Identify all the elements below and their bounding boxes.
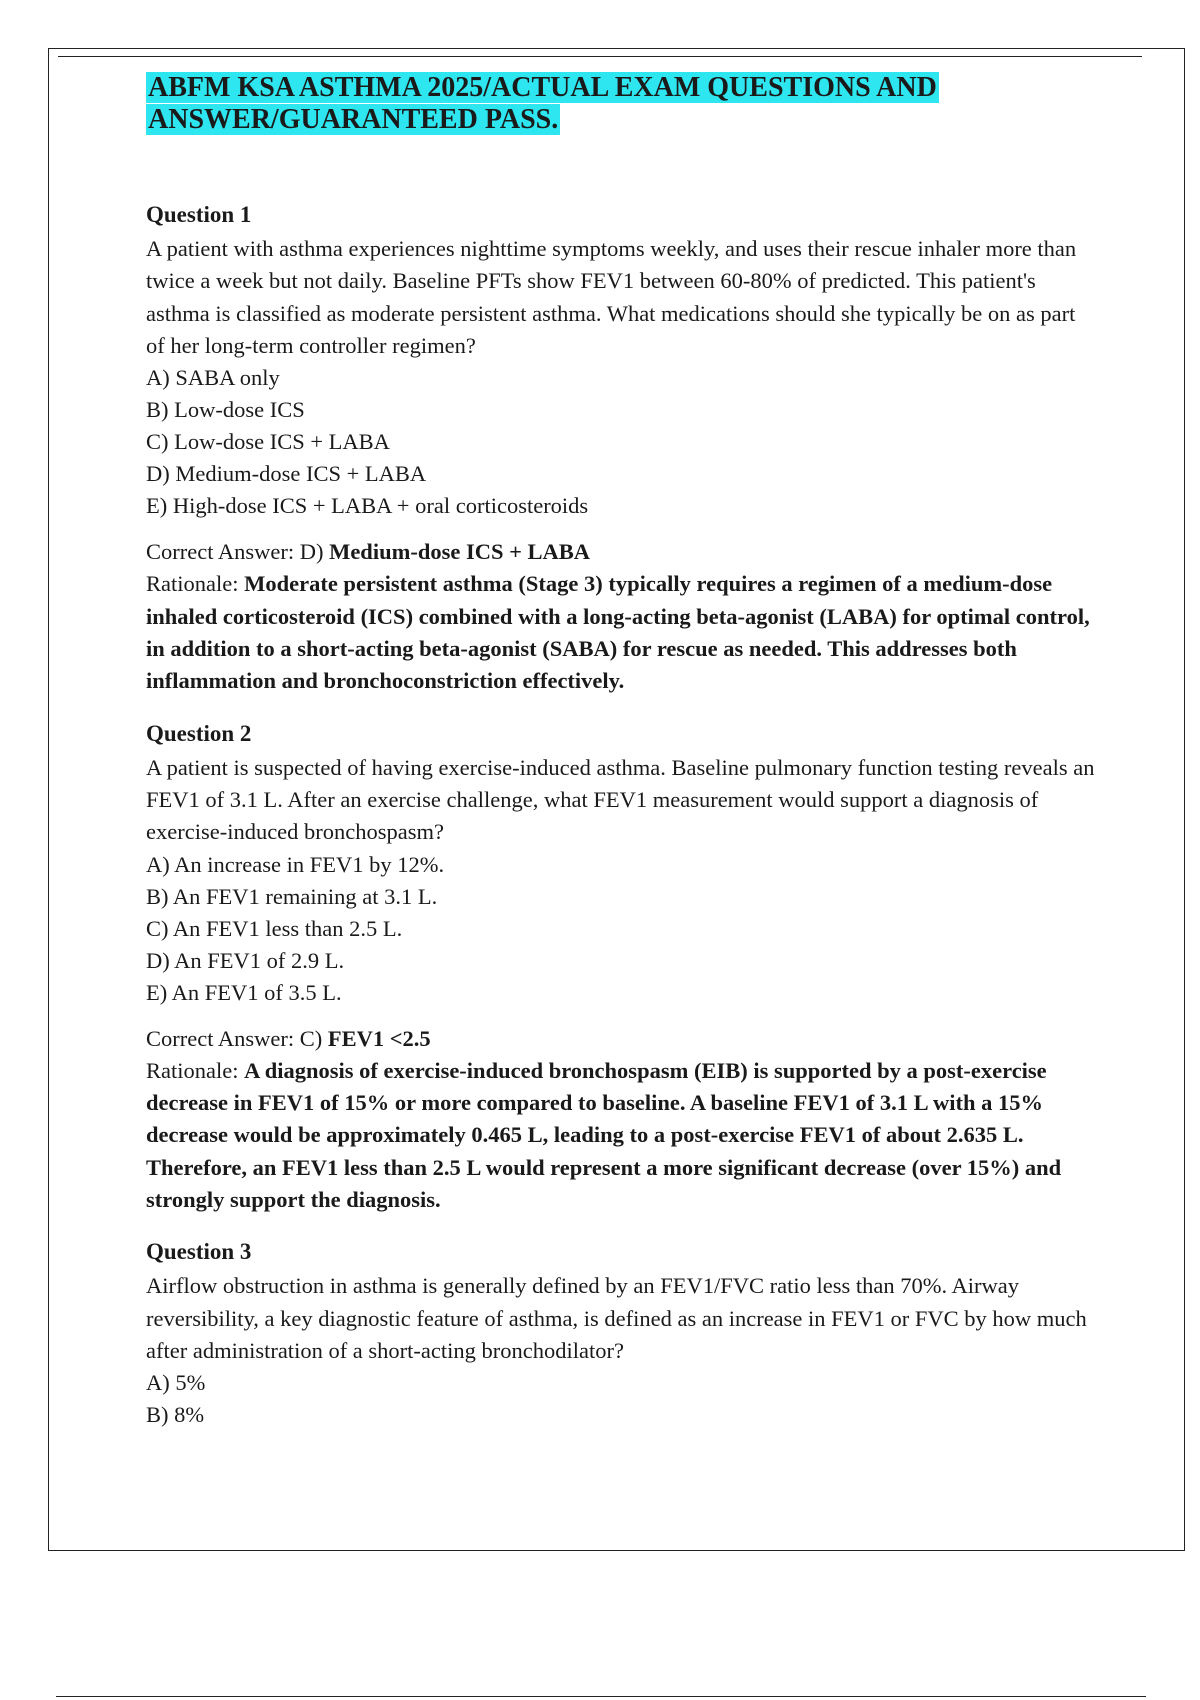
rationale-text: Moderate persistent asthma (Stage 3) typically requires a regimen of a medium-dose inhaled corticosteroid (ICS) combined with a long-acting beta-agonist (LABA) for optimal control, in addition to a short-acting beta-agonist (SABA) for rescue as needed. This addresses both inflammation and bronchoconstriction effectively.: [146, 571, 1090, 694]
option-b: B) 8%: [146, 1402, 205, 1428]
question-text: A patient is suspected of having exercise-induced asthma. Baseline pulmonary function testing reveals an FEV1 of 3.1 L. After an exercise challenge, what FEV1 measurement would support a diagnosis of exercise-induced bronchospasm?: [146, 754, 1095, 845]
answer-value: Medium-dose ICS + LABA: [329, 539, 591, 565]
option-e: E) An FEV1 of 3.5 L.: [146, 979, 342, 1005]
option-a: A) 5%: [146, 1370, 206, 1396]
question-1: [146, 201, 1096, 698]
bottom-rule: [56, 1696, 1146, 1697]
title-line-2: ANSWER/GUARANTEED PASS.: [148, 104, 559, 135]
option-e: E) High-dose ICS + LABA + oral corticosteroids: [146, 493, 589, 519]
rationale-label: Rationale:: [146, 1057, 245, 1083]
answer-options: [146, 849, 1096, 1009]
option-d: D) An FEV1 of 2.9 L.: [146, 947, 345, 973]
question-text: Airflow obstruction in asthma is generally defined by an FEV1/FVC ratio less than 70%. Airway reversibility, a key diagnostic feature of asthma, is defined as an increase in FEV1 or FVC by how much after administration of a short-acting bronchodilator?: [146, 1273, 1087, 1363]
rationale: [146, 568, 1096, 697]
option-c: C) Low-dose ICS + LABA: [146, 429, 390, 455]
option-b: B) An FEV1 remaining at 3.1 L.: [146, 883, 438, 909]
question-heading: Question 3: [146, 1239, 252, 1265]
option-a: A) An increase in FEV1 by 12%.: [146, 851, 445, 877]
answer-label: Correct Answer: C): [146, 1025, 328, 1051]
document-title: [146, 72, 1096, 136]
question-heading: Question 2: [146, 720, 252, 746]
rationale-text: A diagnosis of exercise-induced bronchospasm (EIB) is supported by a post-exercise decrease in FEV1 of 15% or more compared to baseline. A baseline FEV1 of 3.1 L with a 15% decrease would be approximately 0.465 L, leading to a post-exercise FEV1 of about 2.635 L. Therefore, an FEV1 less than 2.5 L would represent a more significant decrease (over 15%) and strongly support the diagnosis.: [146, 1057, 1062, 1213]
document-content: [146, 72, 1096, 1431]
question-text: A patient with asthma experiences nighttime symptoms weekly, and uses their rescue inhaler more than twice a week but not daily. Baseline PFTs show FEV1 between 60-80% of predicted. This patient's asthma is classified as moderate persistent asthma. What medications should she typically be on as part of her long-term controller regimen?: [146, 236, 1077, 358]
rationale: [146, 1055, 1096, 1216]
answer-options: [146, 1367, 1096, 1431]
answer-label: Correct Answer: D): [146, 539, 330, 565]
option-d: D) Medium-dose ICS + LABA: [146, 461, 427, 487]
question-3: [146, 1238, 1096, 1431]
correct-answer: [146, 1023, 1096, 1055]
answer-value: FEV1 <2.5: [327, 1025, 431, 1051]
option-a: A) SABA only: [146, 365, 280, 391]
question-2: [146, 720, 1096, 1217]
option-c: C) An FEV1 less than 2.5 L.: [146, 915, 403, 941]
option-b: B) Low-dose ICS: [146, 397, 305, 423]
question-heading: Question 1: [146, 202, 252, 227]
answer-options: [146, 362, 1096, 522]
rationale-label: Rationale:: [146, 571, 245, 597]
title-line-1: ABFM KSA ASTHMA 2025/ACTUAL EXAM QUESTIONS AND: [148, 72, 937, 103]
correct-answer: [146, 536, 1096, 568]
